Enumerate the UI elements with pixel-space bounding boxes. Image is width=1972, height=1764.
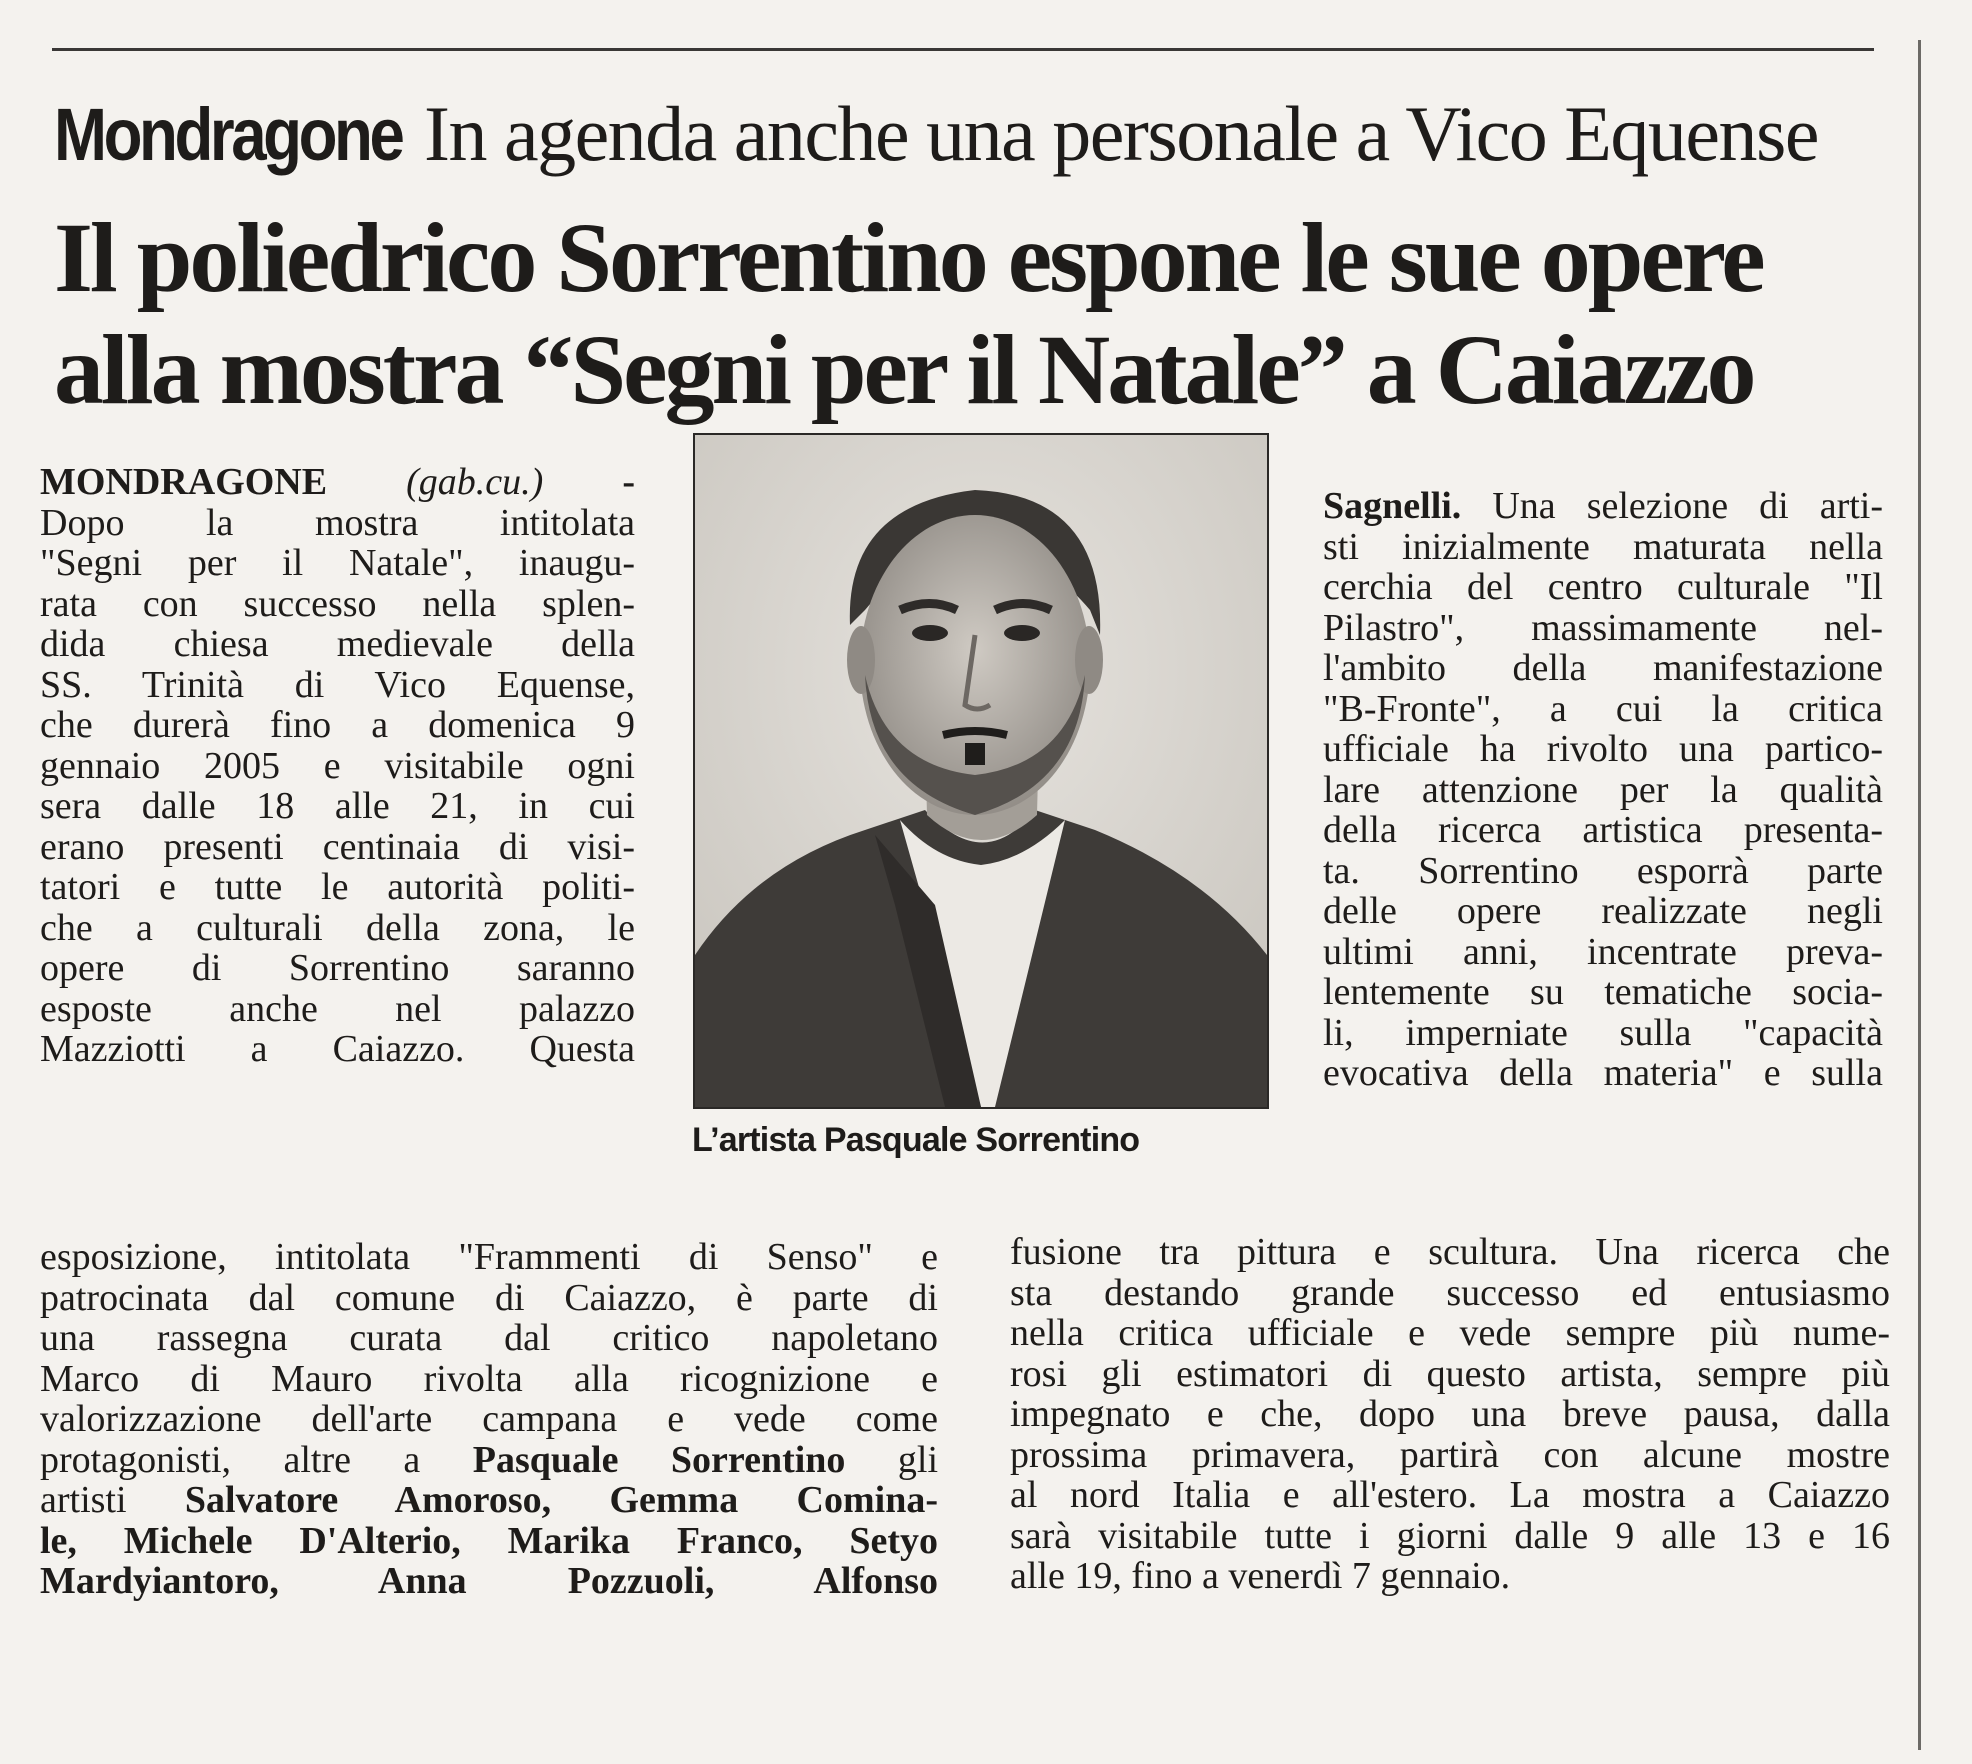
text-fragment: protagonisti, altre a	[40, 1438, 421, 1481]
kicker-text: In agenda anche una personale a Vico Equense	[423, 90, 1819, 177]
text-line: che durerà fino a domenica 9	[40, 704, 635, 746]
text-line: sarà visitabile tutte i giorni dalle 9 alle 13 e 16	[1010, 1514, 1890, 1557]
text-line: esposte anche nel palazzo	[40, 987, 635, 1030]
artist-names: Salvatore Amoroso, Gemma Cominа-	[184, 1479, 938, 1521]
text-line: al nord Italia e all'estero. La mostra a Caiazzo	[1010, 1474, 1890, 1516]
text-line	[40, 1440, 938, 1481]
dateline-author: (gab.cu.)	[406, 461, 544, 503]
text-line: l'ambito della manifestazione	[1323, 647, 1883, 689]
text-line: "B-Fronte", a cui la critica	[1323, 687, 1883, 730]
text-line: erano presenti centinaia di visi-	[40, 825, 635, 868]
column-right-bottom	[1010, 1232, 1890, 1597]
dateline	[40, 462, 635, 503]
text-line: sera dalle 18 alle 21, in cui	[40, 785, 635, 827]
portrait-image	[695, 435, 1267, 1107]
text-line: Dopo la mostra intitolata	[40, 501, 635, 544]
text-fragment: gli	[897, 1438, 939, 1481]
artist-photo	[693, 433, 1269, 1109]
text-line: cerchia del centro culturale "Il	[1323, 566, 1883, 608]
text-line: rata con successo nella splen-	[40, 582, 635, 625]
text-line: Marco di Mauro rivolta alla ricognizione e	[40, 1357, 938, 1400]
text-line: Pilastro", massimamente nel-	[1323, 606, 1883, 649]
text-line: fusione tra pittura e scultura. Una ricerca che	[1010, 1231, 1890, 1273]
text-line: valorizzazione dell'arte campana e vede come	[40, 1398, 938, 1440]
text-line: esposizione, intitolata "Frammenti di Senso" e	[40, 1236, 938, 1278]
text-line: opere di Sorrentino saranno	[40, 947, 635, 989]
text-line: lare attenzione per la qualità	[1323, 768, 1883, 811]
text-line: nella critica ufficiale e vede sempre più nume-	[1010, 1312, 1890, 1354]
text-line: sta destando grande successo ed entusiasmo	[1010, 1271, 1890, 1314]
column-left-bottom	[40, 1237, 938, 1602]
text-line: che a culturali della zona, le	[40, 906, 635, 949]
text-line: impegnato e che, dopo una breve pausa, dalla	[1010, 1393, 1890, 1435]
artist-names: Mardyiantoro, Anna Pozzuoli, Alfonso	[40, 1560, 938, 1602]
photo-caption: L’artista Pasquale Sorrentino	[692, 1121, 1140, 1159]
headline	[54, 202, 1884, 426]
text-line: alle 19, fino a venerdì 7 gennaio.	[1010, 1555, 1511, 1597]
top-rule	[52, 48, 1874, 51]
text-line: "Segni per il Natale", inaugu-	[40, 542, 635, 584]
text-line: ultimi anni, incentrate preva-	[1323, 930, 1883, 973]
text-line: li, imperniate sulla "capacità	[1323, 1011, 1883, 1054]
text-line	[40, 1561, 938, 1602]
headline-line-1: Il poliedrico Sorrentino espone le sue opere	[54, 202, 1763, 313]
kicker	[54, 86, 1884, 183]
text-line: Mazziotti a Caiazzo. Questa	[40, 1028, 635, 1070]
text-line: ufficiale ha rivolto una partico-	[1323, 728, 1883, 770]
text-line	[40, 1480, 938, 1521]
text-fragment: Una selezione di arti-	[1492, 485, 1884, 527]
text-line: gennaio 2005 e visitabile ogni	[40, 744, 635, 787]
text-line: ta. Sorrentino esporrà parte	[1323, 849, 1883, 892]
text-fragment: artisti	[40, 1479, 127, 1521]
text-line: della ricerca artistica presenta-	[1323, 809, 1883, 851]
text-line: sti inizialmente maturata nella	[1323, 525, 1883, 568]
text-line: rosi gli estimatori di questo artista, sempre più	[1010, 1352, 1890, 1395]
text-line	[1323, 486, 1883, 527]
text-line: patrocinata dal comune di Caiazzo, è parte di	[40, 1276, 938, 1319]
artist-names: le, Michele D'Alterio, Marika Franco, Setyo	[40, 1519, 938, 1562]
text-line: prossima primavera, partirà con alcune mostre	[1010, 1433, 1890, 1476]
headline-line-2: alla mostra “Segni per il Natale” a Caiazzo	[54, 314, 1754, 425]
artist-name: Sagnelli.	[1323, 485, 1462, 527]
dateline-dash: -	[622, 461, 636, 503]
artist-name: Pasquale Sorrentino	[472, 1438, 846, 1481]
text-line	[40, 1521, 938, 1562]
text-line: lentemente su tematiche socia-	[1323, 971, 1883, 1013]
dateline-place: MONDRAGONE	[40, 461, 328, 503]
text-line: tatori e tutte le autorità politi-	[40, 866, 635, 908]
text-line: delle opere realizzate negli	[1323, 890, 1883, 932]
column-right	[1323, 486, 1883, 1094]
text-line: SS. Trinità di Vico Equense,	[40, 663, 635, 706]
kicker-place: Mondragone	[54, 93, 402, 176]
text-line: una rassegna curata dal critico napoletano	[40, 1317, 938, 1359]
column-rule	[1918, 40, 1921, 1750]
column-left	[40, 462, 635, 1070]
text-line: evocativa della materia" e sulla	[1323, 1052, 1883, 1094]
text-line: dida chiesa medievale della	[40, 623, 635, 665]
